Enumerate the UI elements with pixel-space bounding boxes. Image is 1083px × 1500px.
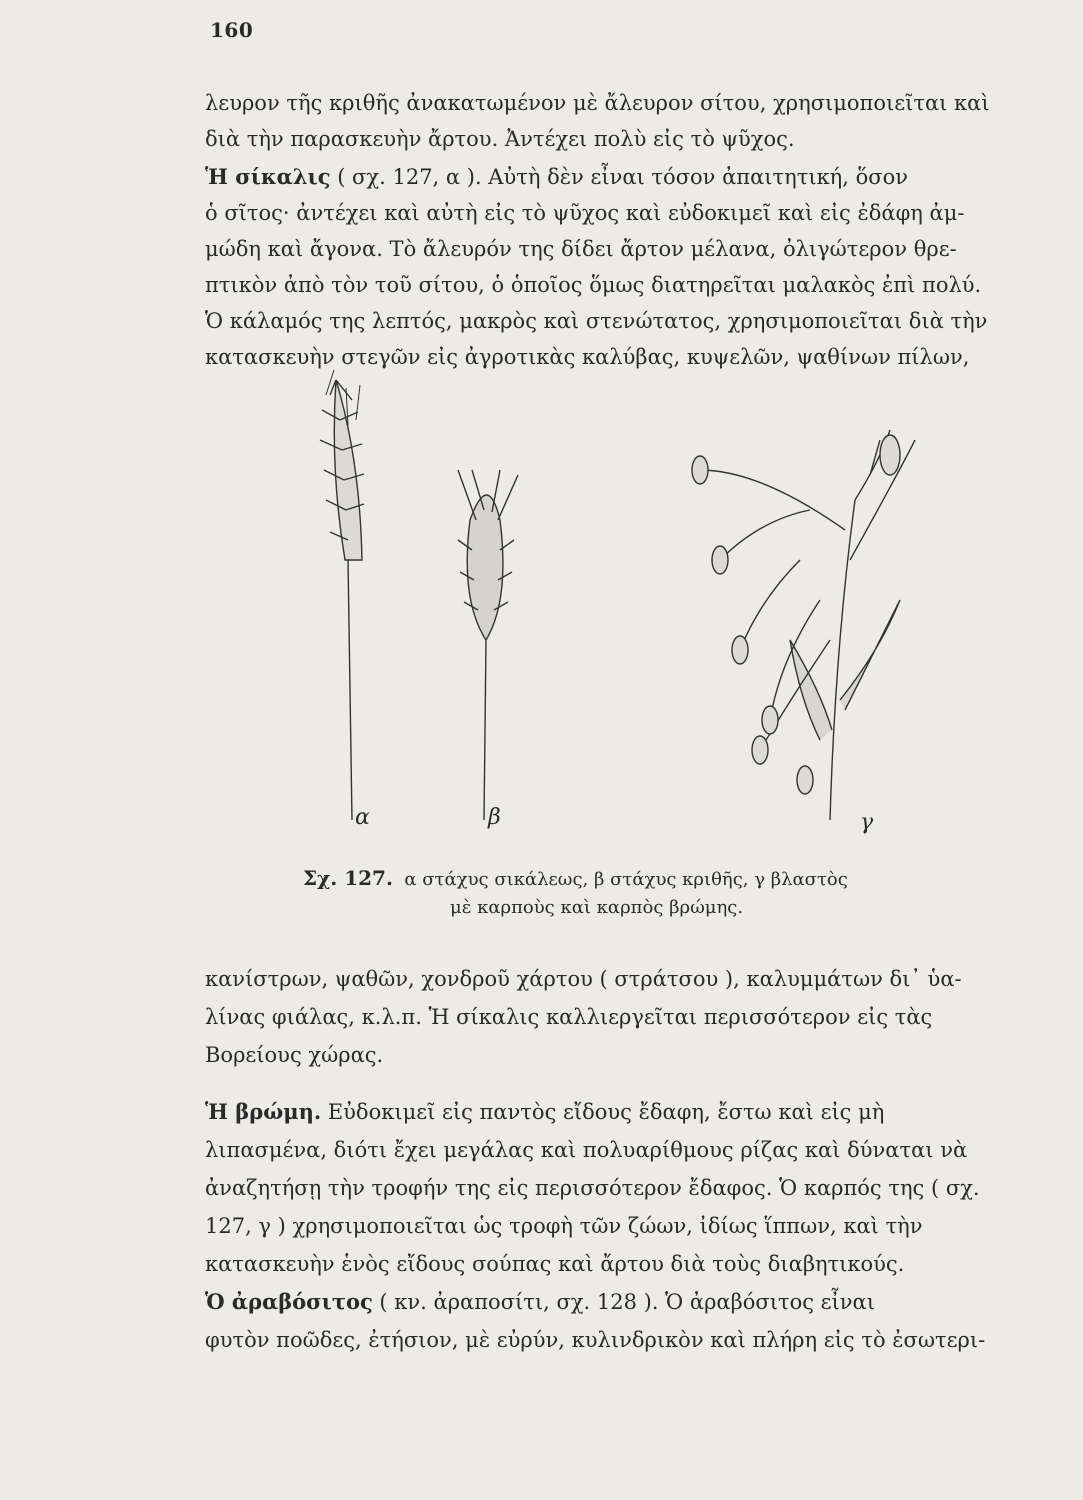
text-line: φυτὸν ποῶδες, ἐτήσιον, μὲ εὐρύν, κυλινδρικὸν καὶ πλήρη εἰς τὸ ἐσωτερι- — [205, 1328, 986, 1352]
figure-caption-line1 — [303, 866, 848, 890]
text-line: κανίστρων, ψαθῶν, χονδροῦ χάρτου ( στράτσου ), καλυμμάτων δι᾿ ὑα- — [205, 967, 962, 991]
figure-label-b: β — [488, 805, 501, 830]
figure-caption-line2: μὲ καρποὺς καὶ καρπὸς βρώμης. — [450, 897, 744, 918]
figure-caption-lead: Σχ. 127. — [303, 866, 393, 890]
text-line: κατασκευὴν στεγῶν εἰς ἀγροτικὰς καλύβας, κυψελῶν, ψαθίνων πίλων, — [205, 345, 970, 369]
barley-ear-drawing — [458, 470, 518, 820]
text-line: λίνας φιάλας, κ.λ.π. Ἡ σίκαλις καλλιεργεῖται περισσότερον εἰς τὰς — [205, 1005, 933, 1029]
text-line: Βορείους χώρας. — [205, 1043, 384, 1067]
text-span: Εὐδοκιμεῖ εἰς παντὸς εἴδους ἔδαφη, ἔστω καὶ εἰς μὴ — [321, 1100, 885, 1124]
heading-vromi: Ἡ βρώμη. — [205, 1099, 322, 1124]
text-span: ( σχ. 127, α ). Αὐτὴ δὲν εἶναι τόσον ἀπαιτητική, ὅσον — [330, 165, 909, 189]
heading-aravositos: Ὁ ἀραβόσιτος — [205, 1289, 373, 1314]
text-line: κατασκευὴν ἑνὸς εἴδους σούπας καὶ ἄρτου διὰ τοὺς διαβητικούς. — [205, 1252, 905, 1276]
text-line: πτικὸν ἀπὸ τὸν τοῦ σίτου, ὁ ὁποῖος ὅμως διατηρεῖται μαλακὸς ἐπὶ πολύ. — [205, 273, 982, 297]
text-line: λιπασμένα, διότι ἔχει μεγάλας καὶ πολυαρίθμους ρίζας καὶ δύναται νὰ — [205, 1138, 968, 1162]
paragraph-vromi-first-line — [205, 1097, 1020, 1127]
page-number: 160 — [210, 18, 254, 42]
text-line: 127, γ ) χρησιμοποιεῖται ὡς τροφὴ τῶν ζώων, ἰδίως ἵππων, καὶ τὴν — [205, 1214, 923, 1238]
text-line: διὰ τὴν παρασκευὴν ἄρτου. Ἀντέχει πολὺ εἰς τὸ ψῦχος. — [205, 127, 795, 151]
oat-plant-drawing — [692, 430, 915, 820]
figure-label-a: α — [355, 805, 370, 830]
paragraph-aravositos-first-line — [205, 1287, 1020, 1317]
text-span: ( κν. ἀραποσίτι, σχ. 128 ). Ὁ ἀραβόσιτος εἶναι — [372, 1290, 875, 1314]
text-line: ὁ σῖτος· ἀντέχει καὶ αὐτὴ εἰς τὸ ψῦχος καὶ εὐδοκιμεῖ καὶ εἰς ἐδάφη ἀμ- — [205, 201, 965, 225]
caption-text: α στάχυς σικάλεως, β στάχυς κριθῆς, γ βλαστὸς — [404, 869, 848, 890]
text-line: λευρον τῆς κριθῆς ἀνακατωμένον μὲ ἄλευρον σίτου, χρησιμοποιεῖται καὶ — [205, 91, 990, 115]
heading-sikalis: Ἡ σίκαλις — [205, 164, 331, 189]
figure-label-c: γ — [860, 810, 874, 835]
text-line: μώδη καὶ ἄγονα. Τὸ ἄλευρόν της δίδει ἄρτον μέλανα, ὀλιγώτερον θρε- — [205, 237, 957, 261]
text-line: Ὁ κάλαμός της λεπτός, μακρὸς καὶ στενώτατος, χρησιμοποιεῖται διὰ τὴν — [205, 309, 988, 333]
rye-ear-drawing — [320, 370, 364, 820]
text-line: ἀναζητήσῃ τὴν τροφήν της εἰς περισσότερον ἔδαφος. Ὁ καρπός της ( σχ. — [205, 1176, 980, 1200]
